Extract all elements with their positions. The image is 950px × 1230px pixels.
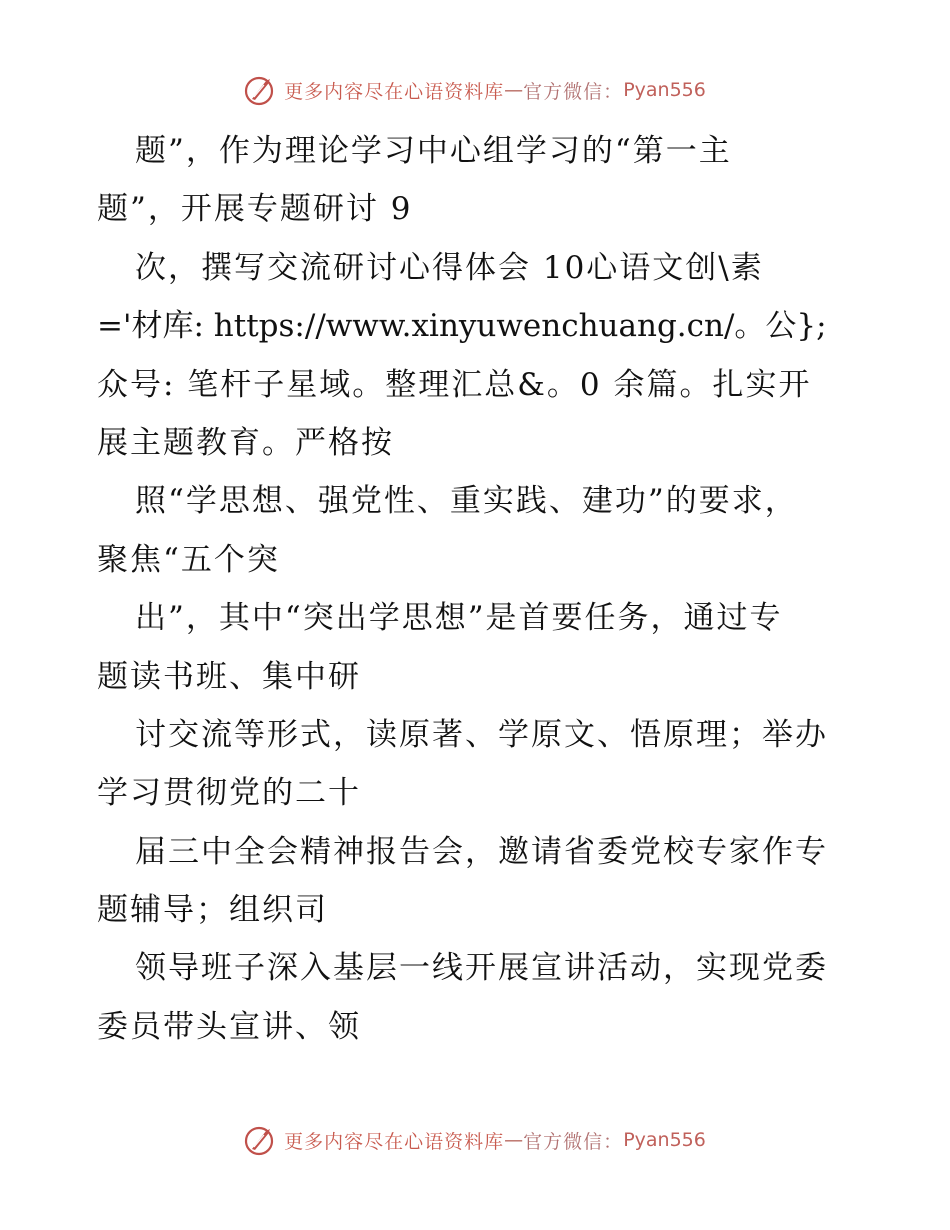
banner-wechat-label: 官方微信： (523, 80, 624, 103)
header-banner (0, 70, 950, 110)
body-line: 委员带头宣讲、领 (97, 1008, 361, 1045)
banner-separator: — (504, 79, 524, 101)
quill-pen-logo-icon (244, 1123, 278, 1157)
document-body (97, 122, 877, 1056)
body-line: 出”，其中“突出学思想”是首要任务，通过专 (135, 600, 783, 637)
body-line: 展主题教育。严格按 (97, 424, 394, 461)
footer-banner (0, 1120, 950, 1160)
body-line: 题”，开展专题研讨 9 (97, 191, 413, 228)
body-line: 题”，作为理论学习中心组学习的“第一主 (135, 133, 732, 169)
body-line: 照“学思想、强党性、重实践、建功”的要求， (135, 483, 798, 520)
body-line: 领导班子深入基层一线开展宣讲活动，实现党委 (135, 950, 828, 987)
body-line: 学习贯彻党的二十 (97, 775, 361, 812)
banner-main-text: 更多内容尽在心语资料库 (284, 80, 505, 103)
banner-wechat-id: Pyan556 (623, 1129, 706, 1151)
body-line: ='材库: https://www.xinyuwenchuang.cn/。公}; (97, 308, 827, 345)
body-line: 众号: 笔杆子星域。整理汇总&。0 余篇。扎实开 (97, 366, 812, 403)
banner-wechat-label: 官方微信： (523, 1130, 624, 1153)
body-line: 题读书班、集中研 (97, 658, 361, 695)
body-line: 讨交流等形式，读原著、学原文、悟原理；举办 (135, 716, 828, 753)
banner-wechat-id: Pyan556 (623, 79, 706, 101)
body-line: 聚焦“五个突 (97, 541, 280, 578)
body-line: 届三中全会精神报告会，邀请省委党校专家作专 (135, 833, 828, 870)
quill-pen-logo-icon (244, 73, 278, 107)
body-line: 次，撰写交流研讨心得体会 10心语文创\素 (135, 249, 764, 286)
body-line: 题辅导；组织司 (97, 892, 328, 929)
banner-separator: — (504, 1129, 524, 1151)
banner-main-text: 更多内容尽在心语资料库 (284, 1130, 505, 1153)
